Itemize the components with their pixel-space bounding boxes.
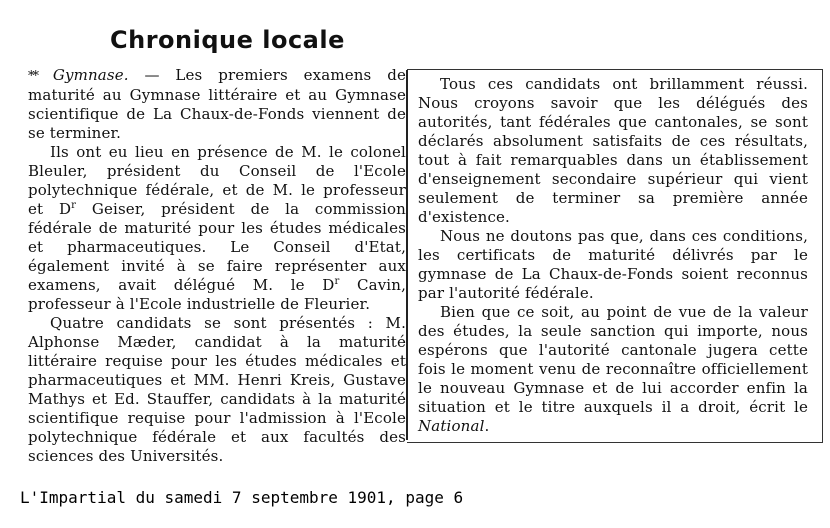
section-heading: Gymnase.: [52, 66, 129, 84]
paragraph-text: .: [484, 417, 490, 435]
paragraph-text: Ils ont eu lieu en présence de M. le colonel Bleuler, président du Conseil de l'Ecole polytechnique fédérale, et de M. le professeur et D: [28, 143, 406, 218]
section-marker: **: [28, 69, 37, 84]
article-title: Chronique locale: [110, 26, 345, 54]
paragraph-results: Tous ces candidats ont brillamment réussi. Nous croyons savoir que les délégués des autorités, tant fédérales que cantonales, se sont déclarés absolument satisfaits de ces résultats, tout à fait remarquables dans un établissement d'enseignement secondaire supérieur qui vient seulement de terminer sa première année d'existence.: [418, 75, 808, 226]
column-divider: [406, 70, 408, 440]
paragraph-sanction: [418, 303, 808, 436]
paragraph-text: — Les premiers examens de maturité au Gymnase littéraire et au Gymnase scientifique de La Chaux-de-Fonds viennent de se terminer.: [28, 66, 406, 142]
paragraph-candidates: Quatre candidats se sont présentés : M. Alphonse Mæder, candidat à la maturité littéraire requise pour les études médicales et pharmaceutiques et MM. Henri Kreis, Gustave Mathys et Ed. Stauffer, candidats à la maturité scientifique requise pour l'admission à l'Ecole polytechnique fédérale et aux facultés des sciences des Universités.: [28, 314, 406, 465]
source-name: National: [418, 417, 485, 435]
right-column: [418, 75, 808, 436]
paragraph-text: Cavin, professeur à l'Ecole industrielle de Fleurier.: [28, 276, 406, 313]
paragraph-text: Geiser, président de la commission fédérale de maturité pour les études médicales et pharmaceutiques. Le Conseil d'Etat, également invité à se faire représenter aux examens, avait délégué M. le D: [28, 200, 406, 294]
superscript: r: [334, 276, 340, 287]
source-caption: L'Impartial du samedi 7 septembre 1901, page 6: [20, 488, 464, 507]
paragraph-gymnase: [28, 66, 406, 143]
superscript: r: [71, 200, 77, 211]
paragraph-examiners: [28, 143, 406, 314]
paragraph-text: Bien que ce soit, au point de vue de la valeur des études, la seule sanction qui importe, nous espérons que l'autorité cantonale jugera cette fois le moment venu de reconnaître officiellement le nouveau Gymnase et de lui accorder enfin la situation et le titre auxquels il a droit, écrit le: [418, 303, 808, 416]
left-column: [28, 66, 406, 466]
paragraph-recognition: Nous ne doutons pas que, dans ces conditions, les certificats de maturité délivrés par le gymnase de La Chaux-de-Fonds soient reconnus par l'autorité fédérale.: [418, 227, 808, 302]
